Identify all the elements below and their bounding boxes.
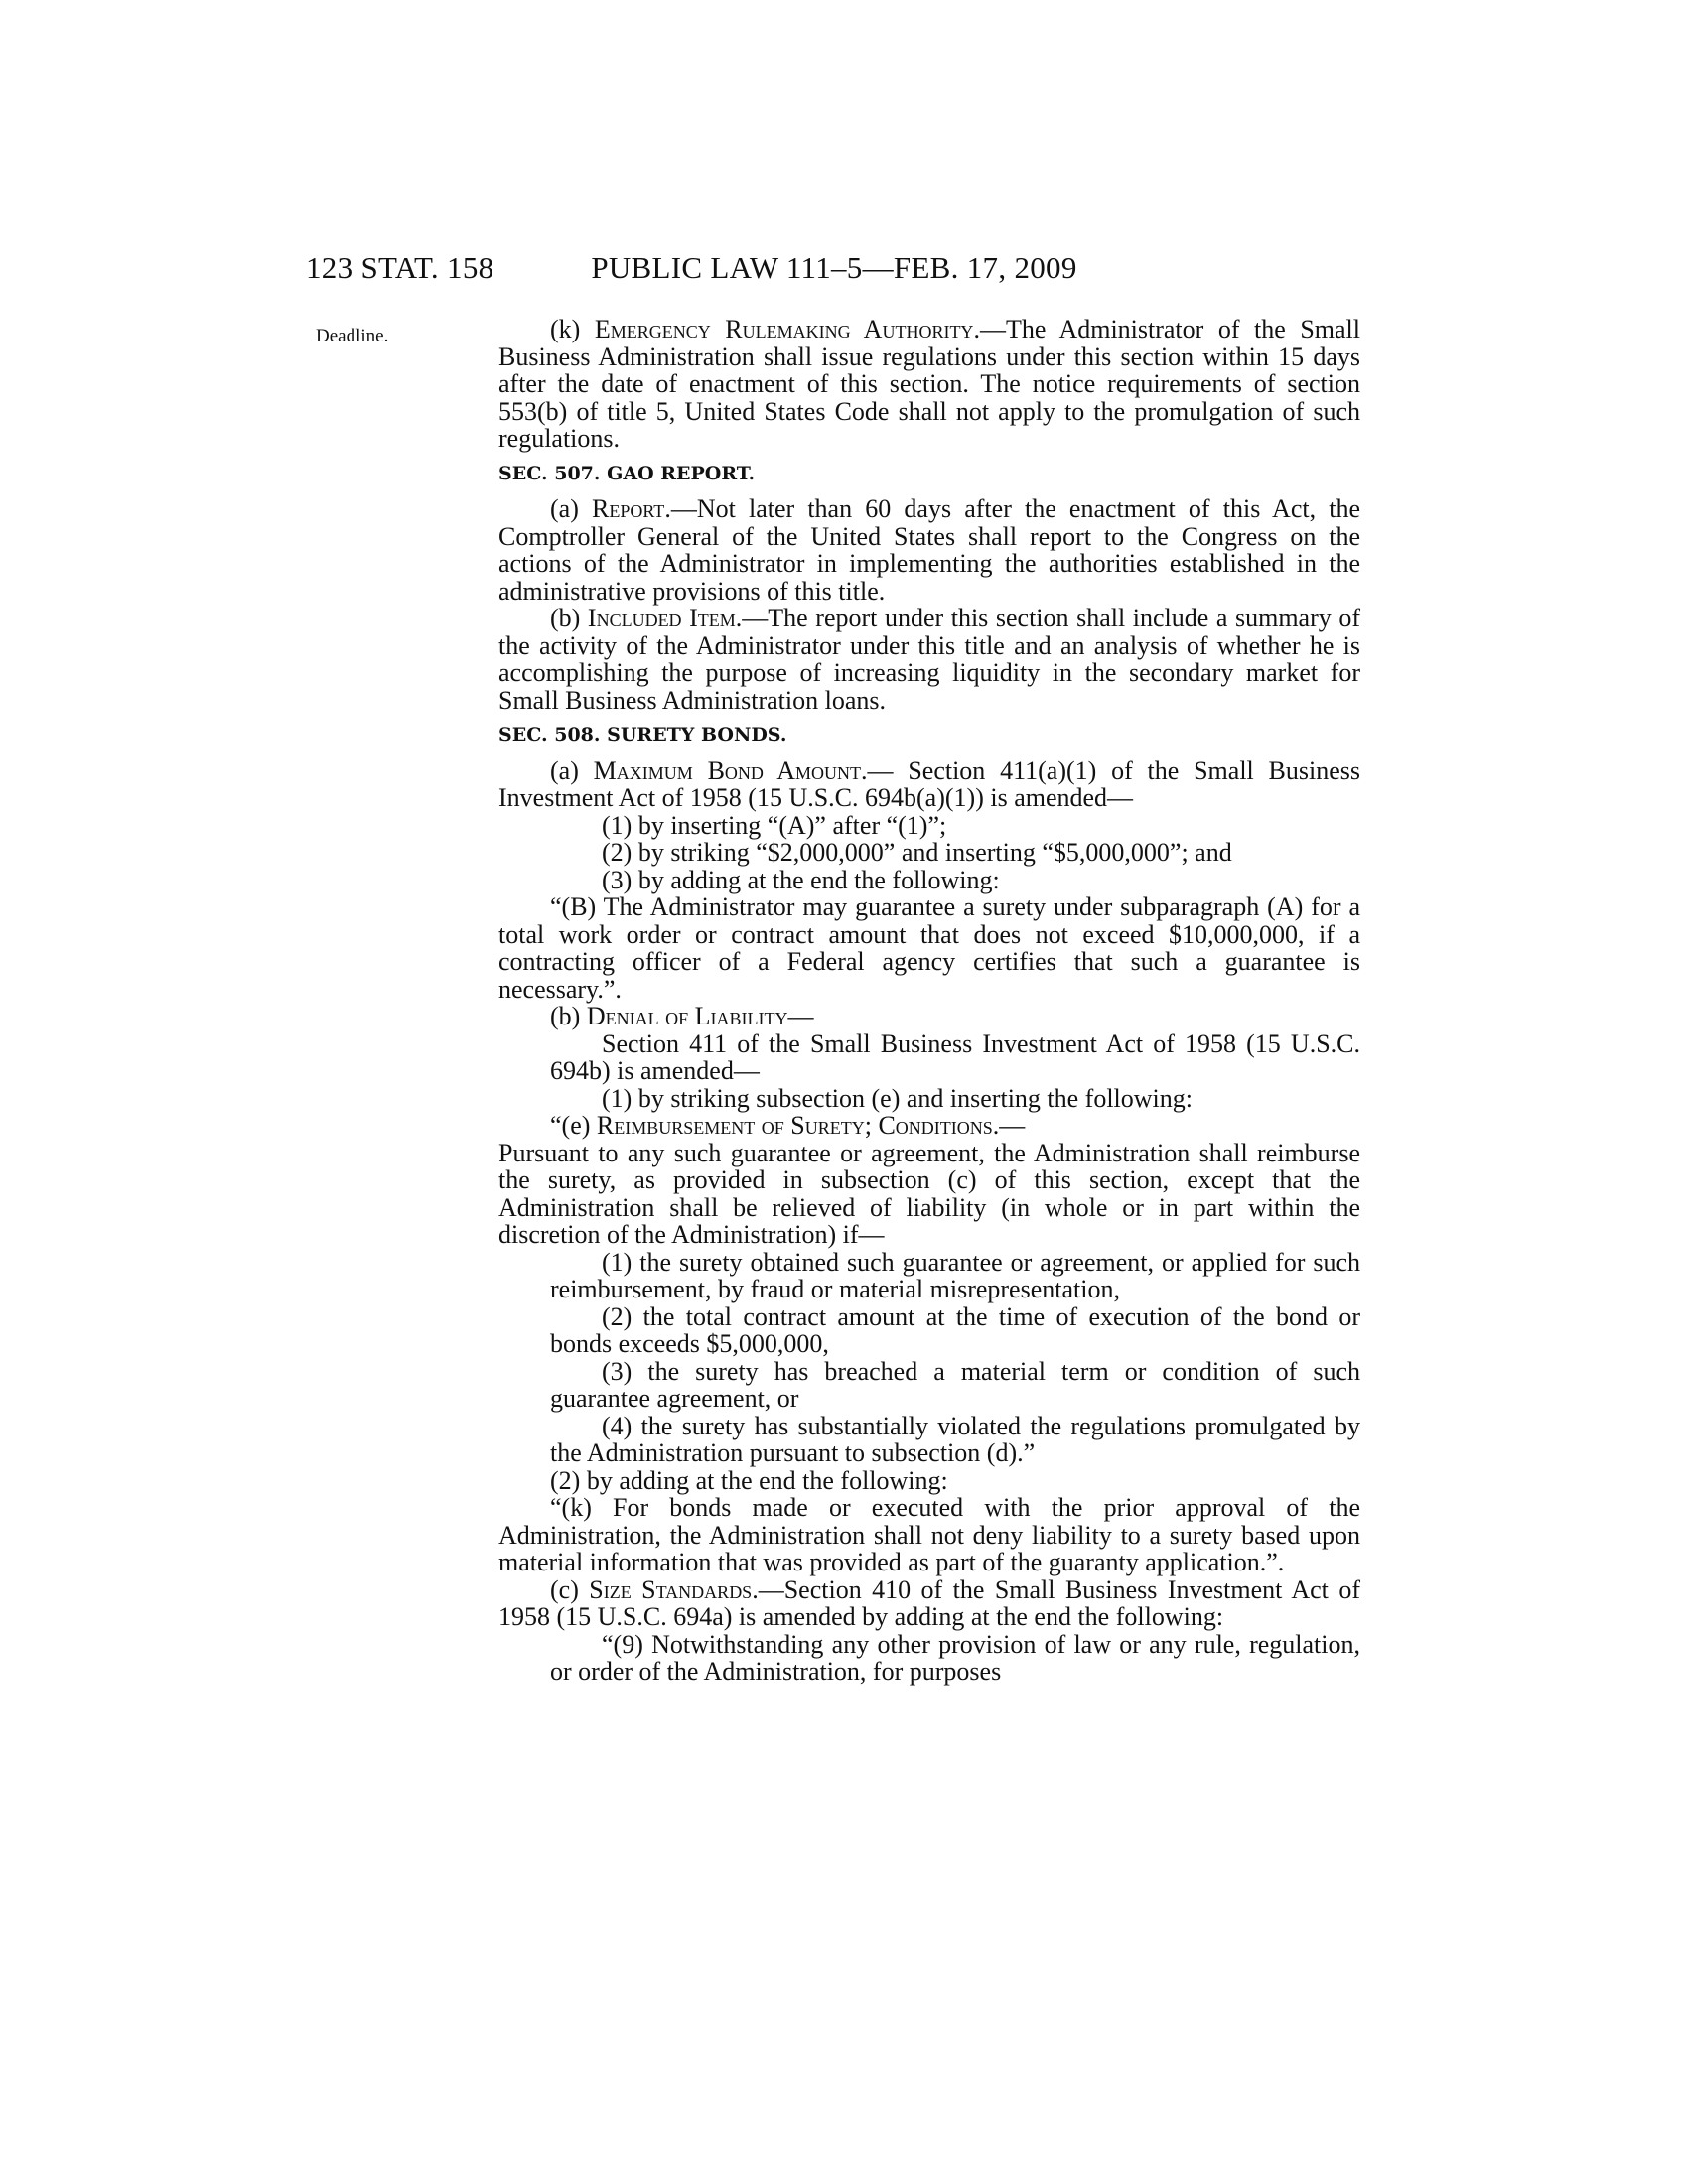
sec-508-b-1: (1) by striking subsection (e) and inserting the following: <box>602 1083 1194 1113</box>
paragraph-9: “(9) Notwithstanding any other provision of law or any rule, regulation, or order of the Administration, for purposes <box>550 1629 1360 1686</box>
sec-508-b <box>550 1003 1360 1030</box>
sec-508-c-caption: Size Standards <box>589 1574 753 1604</box>
sec-508-a-2: (2) by striking “$2,000,000” and inserting “$5,000,000”; and <box>602 838 1232 867</box>
subsection-e-2: (2) the total contract amount at the time of execution of the bond or bonds exceeds $5,000,000, <box>550 1301 1360 1358</box>
sec-507-b-text: .—The report under this section shall include a summary of the activity of the Administrator under this title and an analysis of whether he is accomplishing the purpose of increasing liquidity in the secondary market for Small Business Administration loans. <box>498 604 1360 715</box>
sec-508-b-caption: Denial of Liability <box>586 1002 788 1030</box>
margin-note: Deadline. <box>316 326 389 346</box>
subsection-k-caption: Emergency Rulemaking Authority <box>594 315 974 343</box>
subsection-e-lead: “(e) <box>550 1111 597 1140</box>
sec-508-a-text: .— Section 411(a)(1) of the Small Business Investment Act of 1958 (15 U.S.C. 694b(a)(1)) is amended— <box>498 755 1361 812</box>
sec-507-a-lead: (a) <box>550 494 593 523</box>
sec-508-b-intro: Section 411 of the Small Business Investment Act of 1958 (15 U.S.C. 694b) is amended— <box>550 1028 1360 1085</box>
sec-507-b-lead: (b) <box>550 604 588 632</box>
sec-508-a-B: “(B) The Administrator may guarantee a surety under subparagraph (A) for a total work order or contract amount that does not exceed $10,000,000, if a contracting officer of a Federal agency certifies that such a guarantee is necessary.”. <box>498 892 1360 1004</box>
running-header <box>306 250 1362 290</box>
sec-508-c-text: .—Section 410 of the Small Business Investment Act of 1958 (15 U.S.C. 694a) is amended by adding at the end the following: <box>498 1574 1360 1631</box>
subsection-k <box>498 316 1360 453</box>
sec-507-a <box>498 495 1360 605</box>
sec-507-b-caption: Included Item <box>587 604 736 632</box>
sec-508-c-lead: (c) <box>550 1574 590 1604</box>
sec-508-a-3: (3) by adding at the end the following: <box>602 865 1000 894</box>
sec-507-b <box>498 605 1360 714</box>
subsection-e-3: (3) the surety has breached a material term or condition of such guarantee agreement, or <box>550 1356 1360 1413</box>
sec-508-b-2: (2) by adding at the end the following: <box>550 1465 948 1495</box>
statute-page-citation: 123 STAT. 158 <box>306 250 494 285</box>
subsection-e-4: (4) the surety has substantially violated the regulations promulgated by the Administration pursuant to subsection (d).” <box>550 1411 1360 1467</box>
sec-507-a-caption: Report <box>592 494 665 523</box>
subsection-k-new: “(k) For bonds made or executed with the prior approval of the Administration, the Administration shall not deny liability to a surety based upon material information that was provided as part of the guaranty application.”. <box>498 1493 1360 1576</box>
sec-508-c <box>498 1576 1360 1631</box>
sec-508-a <box>498 757 1360 812</box>
sec-508-heading: SEC. 508. SURETY BONDS. <box>498 724 787 746</box>
sec-508-a-lead: (a) <box>550 755 594 785</box>
subsection-k-text: .—The Administrator of the Small Business Administration shall issue regulations under this section within 15 days after the date of enactment of this section. The notice requirements of section 553(b) of title 5, United States Code shall not apply to the promulgation of such regulations. <box>498 315 1360 453</box>
subsection-e-caption: Reimbursement of Surety; Conditions <box>596 1111 993 1140</box>
sec-508-a-1: (1) by inserting “(A)” after “(1)”; <box>602 810 947 840</box>
sec-508-a-caption: Maximum Bond Amount <box>593 755 862 785</box>
subsection-e-body: Pursuant to any such guarantee or agreement, the Administration shall reimburse the surety, as provided in subsection (c) of this section, except that the Administration shall be relieved of liability (in whole or in part within the discretion of the Administration) if— <box>498 1138 1360 1249</box>
sec-508-b-lead: (b) <box>550 1002 587 1030</box>
subsection-k-lead: (k) <box>550 315 595 343</box>
public-law-heading: PUBLIC LAW 111–5—FEB. 17, 2009 <box>591 250 1077 285</box>
sec-508-b-text: — <box>787 1002 814 1030</box>
subsection-e-heading <box>550 1112 1360 1140</box>
page-body <box>498 316 1360 1686</box>
subsection-e-1: (1) the surety obtained such guarantee or agreement, or applied for such reimbursement, by fraud or material misrepresentation, <box>550 1247 1360 1303</box>
subsection-e-text: .— <box>992 1111 1026 1140</box>
sec-507-a-text: .—Not later than 60 days after the enactment of this Act, the Comptroller General of the United States shall report to the Congress on the actions of the Administrator in implementing the authorities established in the administrative provisions of this title. <box>498 494 1361 606</box>
sec-507-heading: SEC. 507. GAO REPORT. <box>498 462 756 484</box>
